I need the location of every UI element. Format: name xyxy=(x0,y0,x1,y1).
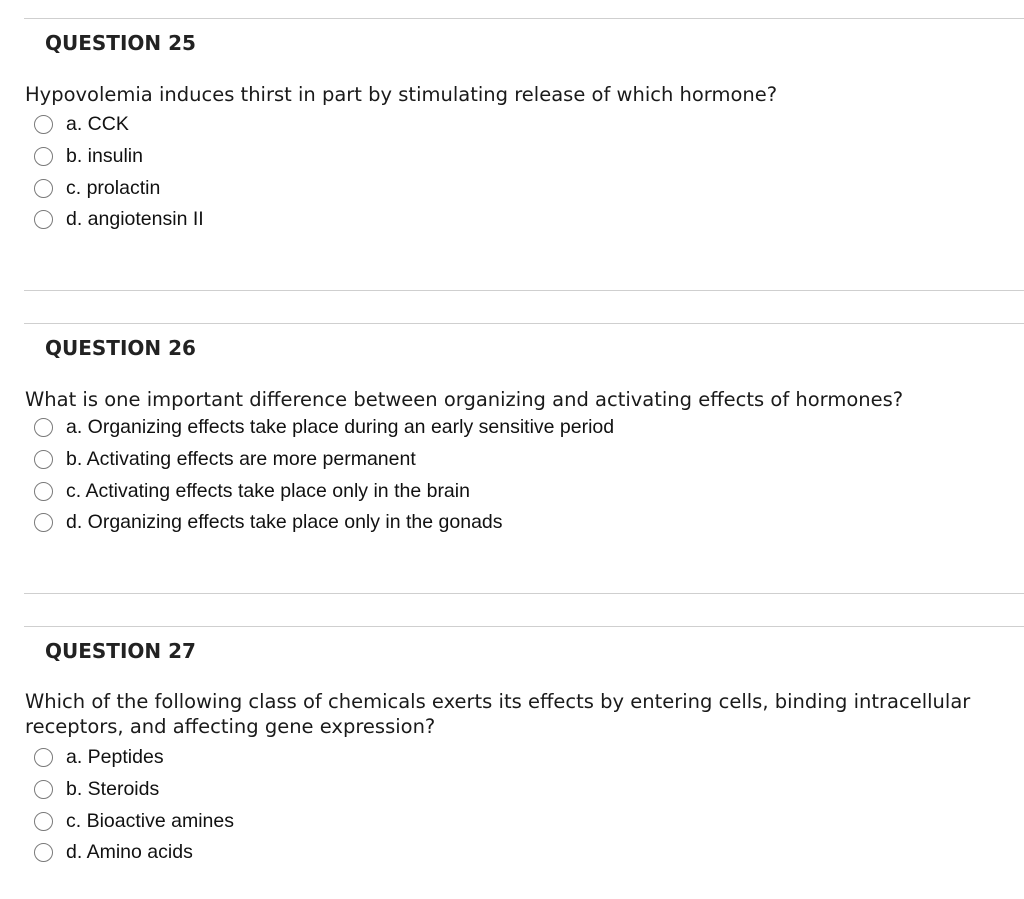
option-label: b. Activating effects are more permanent xyxy=(66,448,416,471)
option-b[interactable] xyxy=(34,774,234,806)
option-a[interactable] xyxy=(34,109,204,141)
option-label: d. angiotensin II xyxy=(66,208,204,231)
radio-button[interactable] xyxy=(34,210,53,229)
radio-button[interactable] xyxy=(34,115,53,134)
question-27 xyxy=(0,626,1024,899)
option-c[interactable] xyxy=(34,805,234,837)
question-top-divider xyxy=(24,323,1024,324)
radio-button[interactable] xyxy=(34,418,53,437)
question-text: Hypovolemia induces thirst in part by stimulating release of which hormone? xyxy=(25,83,778,106)
question-25 xyxy=(0,18,1024,293)
option-label: c. Activating effects take place only in the brain xyxy=(66,479,470,502)
question-text: What is one important difference between organizing and activating effects of hormones? xyxy=(25,388,904,411)
option-c[interactable] xyxy=(34,475,614,507)
answer-options xyxy=(34,109,204,236)
question-bottom-divider xyxy=(24,290,1024,291)
question-text: Which of the following class of chemicals exerts its effects by entering cells, binding intracellular receptors, and affecting gene expression? xyxy=(25,690,971,738)
answer-options xyxy=(34,742,234,869)
radio-button[interactable] xyxy=(34,450,53,469)
option-label: b. Steroids xyxy=(66,778,160,801)
question-heading: QUESTION 26 xyxy=(45,336,196,360)
radio-button[interactable] xyxy=(34,843,53,862)
question-top-divider xyxy=(24,626,1024,627)
radio-button[interactable] xyxy=(34,780,53,799)
option-d[interactable] xyxy=(34,507,614,539)
option-label: a. CCK xyxy=(66,113,129,136)
option-b[interactable] xyxy=(34,141,204,173)
option-label: d. Organizing effects take place only in the gonads xyxy=(66,511,503,534)
radio-button[interactable] xyxy=(34,812,53,831)
radio-button[interactable] xyxy=(34,179,53,198)
option-c[interactable] xyxy=(34,172,204,204)
option-d[interactable] xyxy=(34,837,234,869)
radio-button[interactable] xyxy=(34,147,53,166)
option-d[interactable] xyxy=(34,204,204,236)
option-label: d. Amino acids xyxy=(66,841,193,864)
radio-button[interactable] xyxy=(34,513,53,532)
option-a[interactable] xyxy=(34,412,614,444)
option-a[interactable] xyxy=(34,742,234,774)
option-b[interactable] xyxy=(34,444,614,476)
question-heading: QUESTION 25 xyxy=(45,31,196,55)
question-bottom-divider xyxy=(24,593,1024,594)
option-label: c. prolactin xyxy=(66,176,161,199)
answer-options xyxy=(34,412,614,539)
option-label: a. Peptides xyxy=(66,746,164,769)
option-label: b. insulin xyxy=(66,145,143,168)
question-top-divider xyxy=(24,18,1024,19)
option-label: c. Bioactive amines xyxy=(66,809,234,832)
radio-button[interactable] xyxy=(34,482,53,501)
question-26 xyxy=(0,323,1024,598)
option-label: a. Organizing effects take place during an early sensitive period xyxy=(66,416,615,439)
radio-button[interactable] xyxy=(34,748,53,767)
question-heading: QUESTION 27 xyxy=(45,639,196,663)
